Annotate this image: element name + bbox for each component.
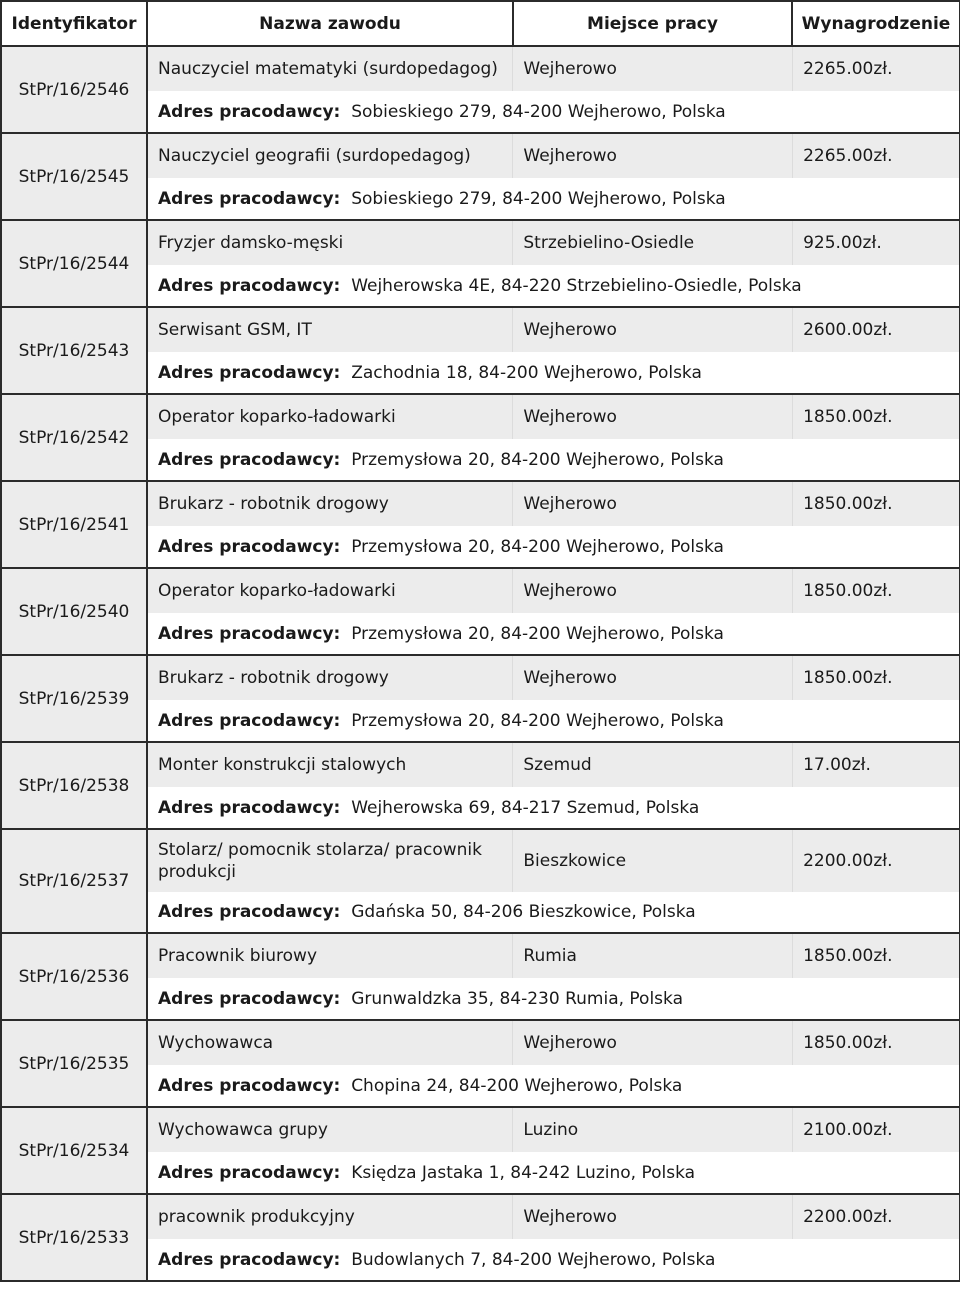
table-row — [1, 742, 960, 829]
address-label: Adres pracodawcy: — [158, 449, 341, 470]
offer-id: StPr/16/2533 — [1, 1194, 147, 1281]
offer-id: StPr/16/2540 — [1, 568, 147, 655]
table-row — [1, 481, 960, 568]
address-label: Adres pracodawcy: — [158, 1162, 341, 1183]
address-value: Zachodnia 18, 84-200 Wejherowo, Polska — [351, 362, 702, 383]
header-pay: Wynagrodzenie — [792, 1, 960, 46]
offer-details — [147, 655, 960, 742]
address-label: Adres pracodawcy: — [158, 536, 341, 557]
table-row — [1, 829, 960, 933]
table-row — [1, 394, 960, 481]
job-location: Wejherowo — [513, 1195, 793, 1239]
address-label: Adres pracodawcy: — [158, 1249, 341, 1270]
job-title: Operator koparko-ładowarki — [148, 395, 513, 439]
offer-id: StPr/16/2541 — [1, 481, 147, 568]
job-title: pracownik produkcyjny — [148, 1195, 513, 1239]
job-salary: 2200.00zł. — [793, 1195, 959, 1239]
job-title: Operator koparko-ładowarki — [148, 569, 513, 613]
address-label: Adres pracodawcy: — [158, 988, 341, 1009]
job-salary: 925.00zł. — [793, 221, 959, 265]
address-value: Gdańska 50, 84-206 Bieszkowice, Polska — [351, 902, 696, 922]
address-value: Przemysłowa 20, 84-200 Wejherowo, Polska — [351, 536, 724, 557]
job-location: Rumia — [513, 934, 793, 978]
job-location: Wejherowo — [513, 47, 793, 91]
address-label: Adres pracodawcy: — [158, 101, 341, 122]
employer-address — [148, 1065, 959, 1106]
job-salary: 1850.00zł. — [793, 395, 959, 439]
employer-address — [148, 1239, 959, 1280]
job-title: Wychowawca grupy — [148, 1108, 513, 1152]
address-label: Adres pracodawcy: — [158, 188, 341, 209]
offer-id: StPr/16/2537 — [1, 829, 147, 933]
job-location: Wejherowo — [513, 395, 793, 439]
job-location: Wejherowo — [513, 1021, 793, 1065]
job-title: Brukarz - robotnik drogowy — [148, 656, 513, 700]
job-salary: 2200.00zł. — [793, 830, 959, 892]
employer-address — [148, 613, 959, 654]
table-body — [1, 46, 960, 1281]
job-title: Nauczyciel geografii (surdopedagog) — [148, 134, 513, 178]
table-row — [1, 655, 960, 742]
job-title: Serwisant GSM, IT — [148, 308, 513, 352]
offer-id: StPr/16/2546 — [1, 46, 147, 133]
address-value: Księdza Jastaka 1, 84-242 Luzino, Polska — [351, 1162, 696, 1183]
offer-id: StPr/16/2534 — [1, 1107, 147, 1194]
offer-details — [147, 1020, 960, 1107]
offer-details — [147, 307, 960, 394]
offer-details — [147, 133, 960, 220]
offer-details — [147, 46, 960, 133]
job-salary: 2265.00zł. — [793, 134, 959, 178]
job-salary: 2600.00zł. — [793, 308, 959, 352]
offer-details — [147, 742, 960, 829]
table-row — [1, 220, 960, 307]
offer-id: StPr/16/2536 — [1, 933, 147, 1020]
job-location: Wejherowo — [513, 569, 793, 613]
address-value: Przemysłowa 20, 84-200 Wejherowo, Polska — [351, 710, 724, 731]
address-label: Adres pracodawcy: — [158, 1075, 341, 1096]
job-title: Fryzjer damsko-męski — [148, 221, 513, 265]
address-value: Wejherowska 4E, 84-220 Strzebielino-Osiedle, Polska — [351, 275, 802, 296]
job-location: Bieszkowice — [513, 830, 793, 892]
employer-address — [148, 352, 959, 393]
employer-address — [148, 978, 959, 1019]
job-salary: 17.00zł. — [793, 743, 959, 787]
job-salary: 1850.00zł. — [793, 569, 959, 613]
table-row — [1, 133, 960, 220]
employer-address — [148, 1152, 959, 1193]
employer-address — [148, 892, 959, 932]
offer-details — [147, 933, 960, 1020]
offer-id: StPr/16/2543 — [1, 307, 147, 394]
offer-details — [147, 1194, 960, 1281]
table-row — [1, 1107, 960, 1194]
table-row — [1, 307, 960, 394]
job-title: Stolarz/ pomocnik stolarza/ pracownik produkcji — [148, 830, 513, 892]
table-row — [1, 46, 960, 133]
employer-address — [148, 265, 959, 306]
address-value: Sobieskiego 279, 84-200 Wejherowo, Polska — [351, 188, 726, 209]
address-value: Chopina 24, 84-200 Wejherowo, Polska — [351, 1075, 683, 1096]
job-title: Brukarz - robotnik drogowy — [148, 482, 513, 526]
job-location: Wejherowo — [513, 308, 793, 352]
employer-address — [148, 700, 959, 741]
address-label: Adres pracodawcy: — [158, 275, 341, 296]
job-location: Wejherowo — [513, 656, 793, 700]
address-value: Grunwaldzka 35, 84-230 Rumia, Polska — [351, 988, 684, 1009]
header-id: Identyfikator — [1, 1, 147, 46]
offer-details — [147, 1107, 960, 1194]
job-salary: 2265.00zł. — [793, 47, 959, 91]
table-row — [1, 933, 960, 1020]
offer-id: StPr/16/2544 — [1, 220, 147, 307]
job-title: Nauczyciel matematyki (surdopedagog) — [148, 47, 513, 91]
offer-details — [147, 220, 960, 307]
offer-details — [147, 829, 960, 933]
address-value: Wejherowska 69, 84-217 Szemud, Polska — [351, 797, 700, 818]
offer-id: StPr/16/2539 — [1, 655, 147, 742]
job-salary: 1850.00zł. — [793, 1021, 959, 1065]
job-location: Wejherowo — [513, 482, 793, 526]
offer-details — [147, 481, 960, 568]
header-place: Miejsce pracy — [513, 1, 792, 46]
employer-address — [148, 178, 959, 219]
address-label: Adres pracodawcy: — [158, 710, 341, 731]
job-salary: 2100.00zł. — [793, 1108, 959, 1152]
table-row — [1, 568, 960, 655]
table-row — [1, 1194, 960, 1281]
offer-id: StPr/16/2545 — [1, 133, 147, 220]
employer-address — [148, 526, 959, 567]
address-value: Sobieskiego 279, 84-200 Wejherowo, Polska — [351, 101, 726, 122]
table-row — [1, 1020, 960, 1107]
job-location: Szemud — [513, 743, 793, 787]
address-value: Przemysłowa 20, 84-200 Wejherowo, Polska — [351, 449, 724, 470]
employer-address — [148, 91, 959, 132]
job-location: Luzino — [513, 1108, 793, 1152]
job-title: Wychowawca — [148, 1021, 513, 1065]
job-title: Monter konstrukcji stalowych — [148, 743, 513, 787]
employer-address — [148, 787, 959, 828]
job-salary: 1850.00zł. — [793, 656, 959, 700]
job-salary: 1850.00zł. — [793, 934, 959, 978]
address-label: Adres pracodawcy: — [158, 362, 341, 383]
job-location: Wejherowo — [513, 134, 793, 178]
offer-id: StPr/16/2542 — [1, 394, 147, 481]
address-value: Budowlanych 7, 84-200 Wejherowo, Polska — [351, 1249, 716, 1270]
address-value: Przemysłowa 20, 84-200 Wejherowo, Polska — [351, 623, 724, 644]
job-location: Strzebielino-Osiedle — [513, 221, 793, 265]
offer-id: StPr/16/2538 — [1, 742, 147, 829]
table-header-row — [1, 1, 960, 46]
employer-address — [148, 439, 959, 480]
address-label: Adres pracodawcy: — [158, 623, 341, 644]
header-job: Nazwa zawodu — [147, 1, 513, 46]
address-label: Adres pracodawcy: — [158, 902, 341, 922]
address-label: Adres pracodawcy: — [158, 797, 341, 818]
offer-details — [147, 394, 960, 481]
offer-details — [147, 568, 960, 655]
job-title: Pracownik biurowy — [148, 934, 513, 978]
job-salary: 1850.00zł. — [793, 482, 959, 526]
offer-id: StPr/16/2535 — [1, 1020, 147, 1107]
